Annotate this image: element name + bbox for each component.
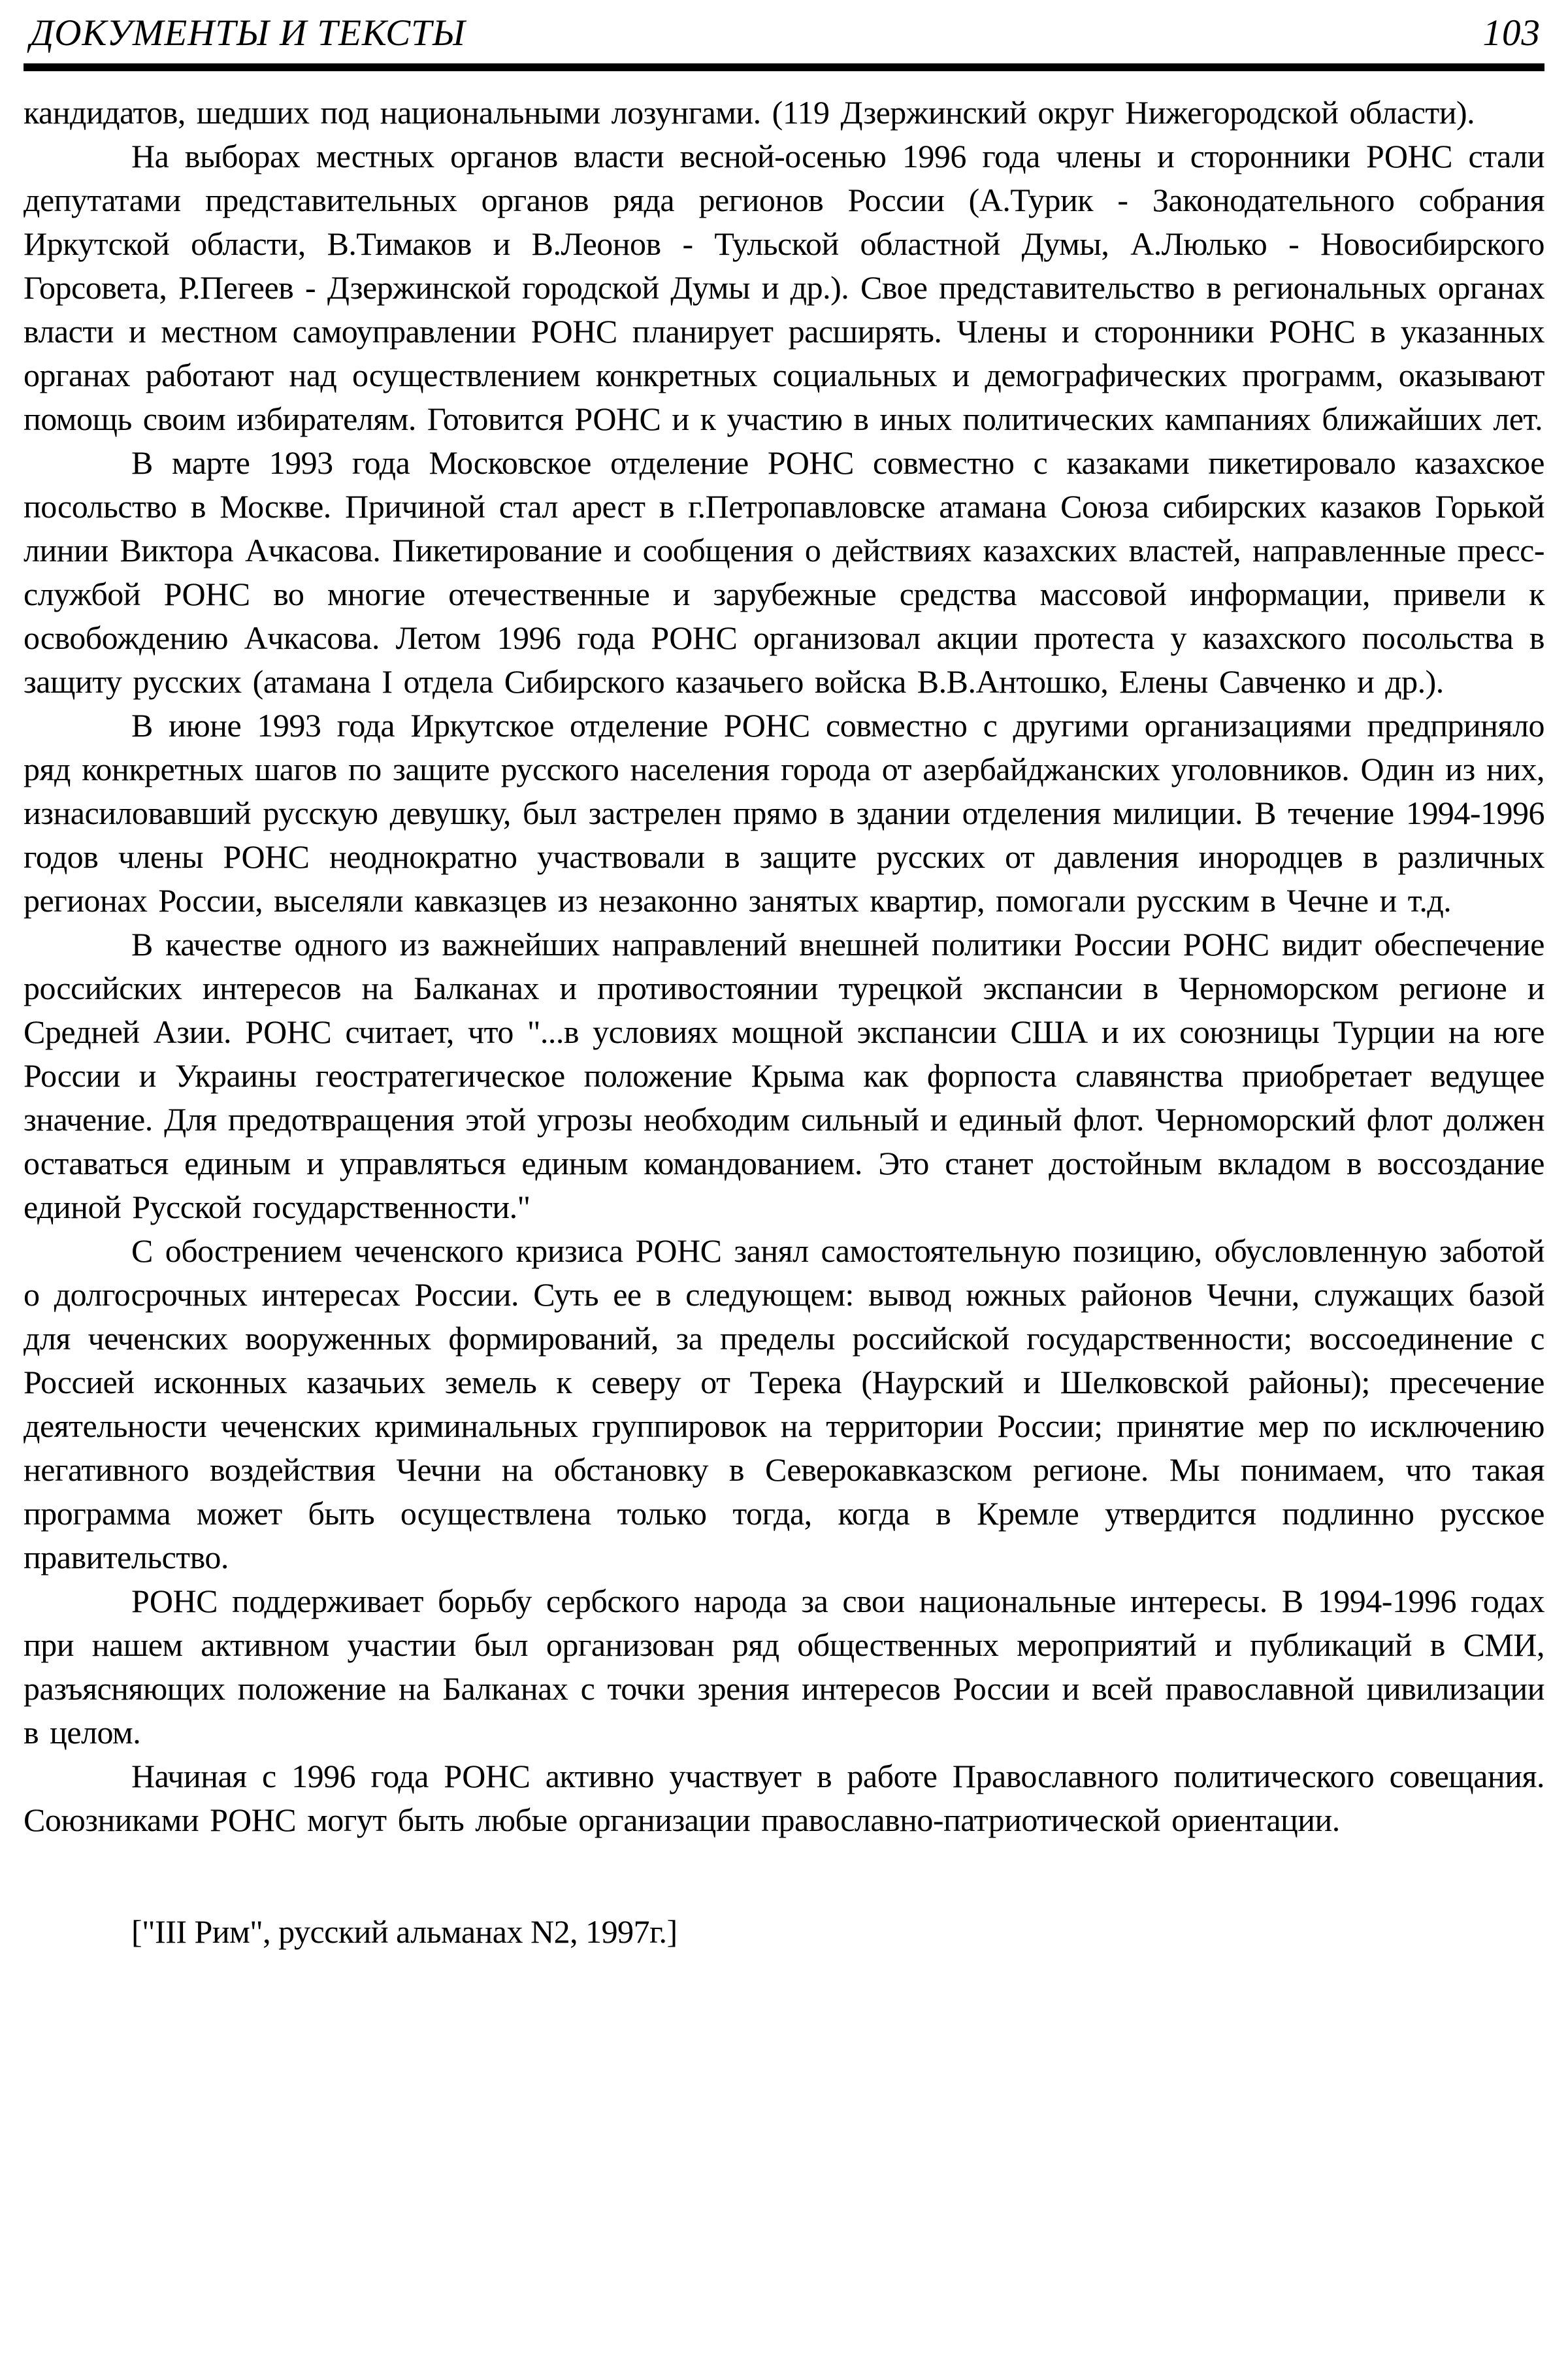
running-head-title: ДОКУМЕНТЫ И ТЕКСТЫ <box>30 12 466 54</box>
paragraph: С обострением чеченского кризиса РОНС занял самостоятельную позицию, обусловленную заботой о долгосрочных интересах России. Суть ее в следующем: вывод южных районов Чечни, служащих базой для чеченских вооруженных формирований, за пределы российской государственности; воссоединение с Россией исконных казачьих земель к северу от Терека (Наурский и Шелковской районы); пресечение деятельности чеченских криминальных группировок на территории России; принятие мер по исключению негативного воздействия Чечни на обстановку в Северокавказском регионе. Мы понимаем, что такая программа может быть осуществлена только тогда, когда в Кремле утвердится подлинно русское правительство. <box>24 1232 1544 1575</box>
paragraph: В качестве одного из важнейших направлений внешней политики России РОНС видит обеспечение российских интересов на Балканах и противостоянии турецкой экспансии в Черноморском регионе и Средней Азии. РОНС считает, что "...в условиях мощной экспансии США и их союзницы Турции на юге России и Украины геостратегическое положение Крыма как форпоста славянства приобретает ведущее значение. Для предотвращения этой угрозы необходим сильный и единый флот. Черноморский флот должен оставаться единым и управляться единым командованием. Это станет достойным вкладом в воссоздание единой Русской государственности." <box>24 925 1544 1225</box>
paragraph: Начиная с 1996 года РОНС активно участвует в работе Православного политического совещания. Союзниками РОНС могут быть любые организации православно-патриотической ориентации. <box>24 1757 1544 1838</box>
header-rule <box>24 63 1544 71</box>
paragraph: На выборах местных органов власти весной-осенью 1996 года члены и сторонники РОНС стали депутатами представительных органов ряда регионов России (А.Турик - Законодательного собрания Иркутской области, В.Тимаков и В.Леонов - Тульской областной Думы, А.Люлько - Новосибирского Горсовета, Р.Пегеев - Дзержинской городской Думы и др.). Свое представительство в региональных органах власти и местном самоуправлении РОНС планирует расширять. Члены и сторонники РОНС в указанных органах работают над осуществлением конкретных социальных и демографических программ, оказывают помощь своим избирателям. Готовится РОНС и к участию в иных политических кампаниях ближайших лет. <box>24 137 1544 437</box>
paragraph: РОНС поддерживает борьбу сербского народа за свои национальные интересы. В 1994-1996 годах при нашем активном участии был организован ряд общественных мероприятий и публикаций в СМИ, разъясняющих положение на Балканах с точки зрения интересов России и всей православной цивилизации в целом. <box>24 1582 1544 1751</box>
page-header <box>24 9 1544 63</box>
paragraph-continuation: кандидатов, шедших под национальными лозунгами. (119 Дзержинский округ Нижегородской области). <box>24 93 1475 131</box>
source-citation: ["III Рим", русский альманах N2, 1997г.] <box>131 1913 678 1950</box>
paragraph: В марте 1993 года Московское отделение РОНС совместно с казаками пикетировало казахское посольство в Москве. Причиной стал арест в г.Петропавловске атамана Союза сибирских казаков Горькой линии Виктора Ачкасова. Пикетирование и сообщения о действиях казахских властей, направленные пресс-службой РОНС во многие отечественные и зарубежные средства массовой информации, привели к освобождению Ачкасова. Летом 1996 года РОНС организовал акции протеста у казахского посольства в защиту русских (атамана I отдела Сибирского казачьего войска В.В.Антошко, Елены Савченко и др.). <box>24 444 1544 700</box>
document-body <box>24 71 1544 1954</box>
paragraph: В июне 1993 года Иркутское отделение РОНС совместно с другими организациями предприняло ряд конкретных шагов по защите русского населения города от азербайджанских уголовников. Один из них, изнасиловавший русскую девушку, был застрелен прямо в здании отделения милиции. В течение 1994-1996 годов члены РОНС неоднократно участвовали в защите русских от давления инородцев в различных регионах России, выселяли кавказцев из незаконно занятых квартир, помогали русским в Чечне и т.д. <box>24 706 1544 919</box>
page-number: 103 <box>1482 12 1541 54</box>
